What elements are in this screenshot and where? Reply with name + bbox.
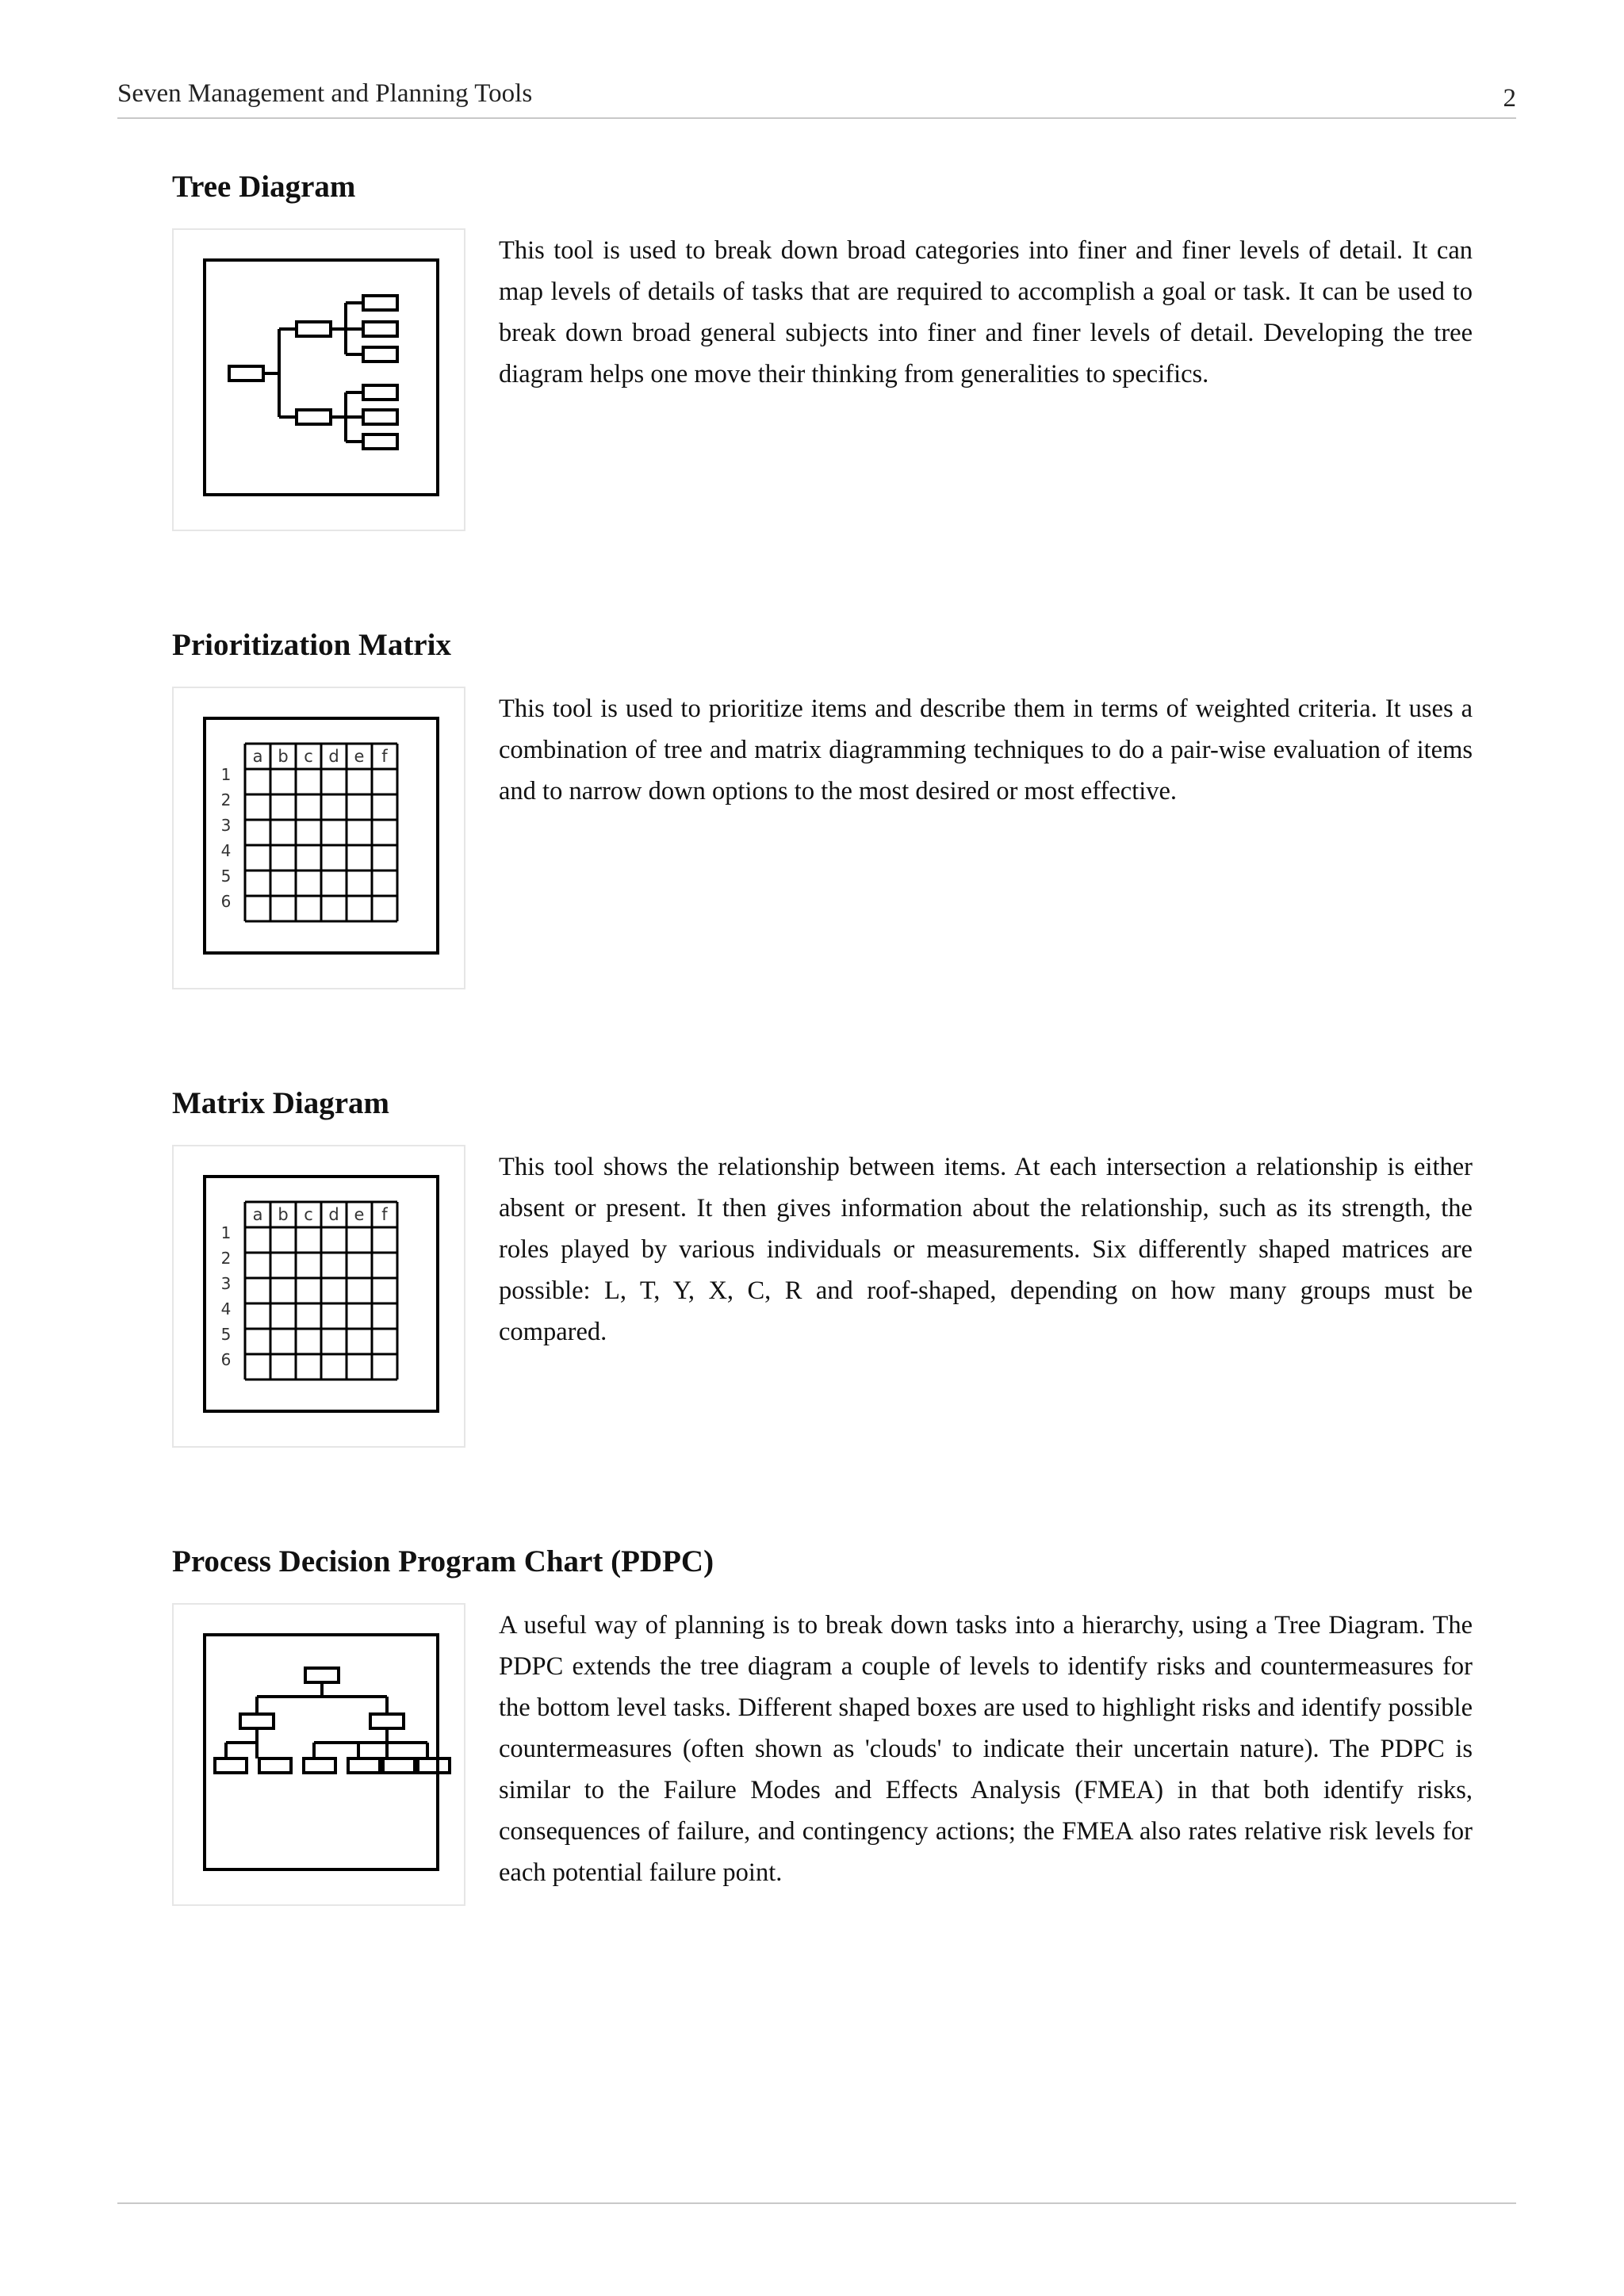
section-title: Prioritization Matrix	[172, 628, 451, 662]
matrix-row-label: 3	[220, 1274, 232, 1293]
section-pdpc	[172, 1543, 1473, 1887]
matrix-column-label: f	[381, 1205, 388, 1224]
tree-diagram-figure	[172, 228, 465, 531]
matrix-column-label: a	[252, 1205, 263, 1224]
section-matrix-diagram	[172, 1085, 1473, 1369]
footer-rule	[117, 2202, 1516, 2204]
matrix-column-label: e	[354, 747, 365, 766]
matrix-row-label: 4	[220, 1299, 232, 1318]
section-prioritization-matrix	[172, 626, 1473, 911]
matrix-row-label: 1	[220, 765, 232, 784]
section-description: This tool is used to break down broad categories into finer and finer levels of detail. It can map levels of details of tasks that are required to accomplish a goal or task. It can be used to break down broad general subjects into finer and finer levels of detail. Developing the tree diagram helps one move their thinking from generalities to specifics.	[499, 236, 1473, 388]
matrix-diagram-icon	[174, 1146, 464, 1446]
matrix-column-label: e	[354, 1205, 365, 1224]
matrix-row-label: 6	[220, 892, 232, 911]
matrix-row-label: 6	[220, 1350, 232, 1369]
section-description: A useful way of planning is to break down tasks into a hierarchy, using a Tree Diagram. The PDPC extends the tree diagram a couple of levels to identify risks and countermeasures for the bottom level tasks. Different shaped boxes are used to highlight risks and identify possible countermeasures (often shown as 'clouds' to indicate their uncertain nature). The PDPC is similar to the Failure Modes and Effects Analysis (FMEA) in that both identify risks, consequences of failure, and contingency actions; the FMEA also rates relative risk levels for each potential failure point.	[499, 1611, 1473, 1887]
section-description: This tool shows the relationship between items. At each intersection a relationship is either absent or present. It then gives information about the relationship, such as its strength, the roles played by various individuals or measurements. Six differently shaped matrices are possible: L, T, Y, X, C, R and roof-shaped, depending on how many groups must be compared.	[499, 1153, 1473, 1346]
matrix-row-label: 5	[220, 1325, 232, 1344]
matrix-column-label: d	[328, 1205, 339, 1224]
matrix-column-label: f	[381, 747, 388, 766]
section-tree-diagram	[172, 168, 1473, 388]
matrix-row-label: 2	[220, 790, 232, 809]
matrix-row-label: 4	[220, 841, 232, 860]
matrix-column-label: b	[278, 1205, 289, 1224]
prioritization-matrix-figure	[172, 687, 465, 989]
section-title: Tree Diagram	[172, 170, 356, 204]
tree-diagram-icon	[174, 230, 464, 530]
page-number: 2	[1503, 84, 1516, 113]
section-title: Process Decision Program Chart (PDPC)	[172, 1544, 714, 1578]
matrix-row-label: 3	[220, 816, 232, 835]
pdpc-chart-icon	[174, 1605, 464, 1904]
section-description: This tool is used to prioritize items and describe them in terms of weighted criteria. It uses a combination of tree and matrix diagramming techniques to do a pair-wise evaluation of items and to narrow down options to the most desired or most effective.	[499, 695, 1473, 806]
matrix-row-label: 2	[220, 1249, 232, 1268]
running-title: Seven Management and Planning Tools	[117, 79, 533, 108]
matrix-column-label: d	[328, 747, 339, 766]
matrix-column-label: c	[304, 747, 313, 766]
matrix-diagram-figure	[172, 1145, 465, 1448]
matrix-column-label: a	[252, 747, 263, 766]
prioritization-matrix-icon	[174, 688, 464, 988]
matrix-row-label: 1	[220, 1223, 232, 1242]
matrix-column-label: b	[278, 747, 289, 766]
page-header	[117, 76, 1516, 119]
matrix-row-label: 5	[220, 867, 232, 886]
matrix-column-label: c	[304, 1205, 313, 1224]
pdpc-figure	[172, 1603, 465, 1906]
section-title: Matrix Diagram	[172, 1086, 389, 1120]
